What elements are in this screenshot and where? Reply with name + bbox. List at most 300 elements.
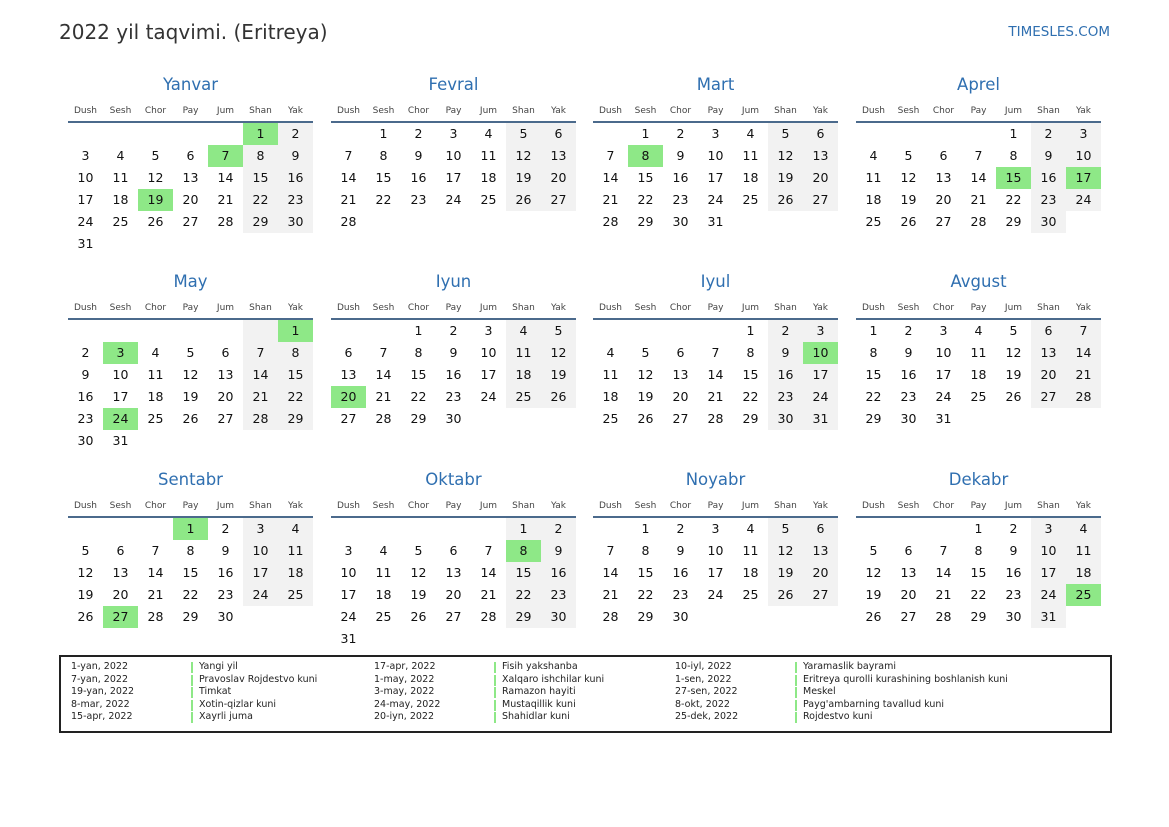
day-cell[interactable]: 13 (550, 148, 567, 163)
day-cell[interactable]: 2 (449, 323, 458, 338)
day-cell[interactable]: 4 (606, 345, 615, 360)
day-cell[interactable]: 5 (869, 543, 878, 558)
day-cell[interactable]: 18 (287, 565, 304, 580)
day-cell[interactable]: 1 (173, 518, 208, 540)
day-cell[interactable]: 13 (182, 170, 199, 185)
day-cell[interactable]: 16 (77, 389, 94, 404)
day-cell[interactable]: 29 (252, 214, 269, 229)
day-cell[interactable]: 27 (340, 411, 357, 426)
day-cell[interactable]: 22 (252, 192, 269, 207)
day-cell[interactable]: 11 (375, 565, 392, 580)
day-cell[interactable]: 27 (812, 192, 829, 207)
day-cell[interactable]: 5 (1009, 323, 1018, 338)
day-cell[interactable]: 23 (900, 389, 917, 404)
day-cell[interactable]: 12 (147, 170, 164, 185)
day-cell[interactable]: 25 (602, 411, 619, 426)
day-cell[interactable]: 7 (151, 543, 160, 558)
day-cell[interactable]: 25 (970, 389, 987, 404)
day-cell[interactable]: 15 (182, 565, 199, 580)
day-cell[interactable]: 24 (707, 192, 724, 207)
day-cell[interactable]: 29 (515, 609, 532, 624)
day-cell[interactable]: 30 (1040, 214, 1057, 229)
day-cell[interactable]: 26 (182, 411, 199, 426)
day-cell[interactable]: 21 (935, 587, 952, 602)
day-cell[interactable]: 31 (340, 631, 357, 646)
day-cell[interactable]: 12 (900, 170, 917, 185)
day-cell[interactable]: 9 (781, 345, 790, 360)
day-cell[interactable]: 12 (777, 543, 794, 558)
day-cell[interactable]: 20 (182, 192, 199, 207)
day-cell[interactable]: 20 (550, 170, 567, 185)
day-cell[interactable]: 16 (672, 565, 689, 580)
day-cell[interactable]: 2 (554, 521, 563, 536)
day-cell[interactable]: 16 (1040, 170, 1057, 185)
day-cell[interactable]: 3 (256, 521, 265, 536)
day-cell[interactable]: 16 (672, 170, 689, 185)
day-cell[interactable]: 3 (1079, 126, 1088, 141)
day-cell[interactable]: 6 (186, 148, 195, 163)
day-cell[interactable]: 11 (515, 345, 532, 360)
day-cell[interactable]: 18 (742, 170, 759, 185)
day-cell[interactable]: 28 (602, 609, 619, 624)
day-cell[interactable]: 26 (637, 411, 654, 426)
day-cell[interactable]: 6 (676, 345, 685, 360)
day-cell[interactable]: 3 (1044, 521, 1053, 536)
day-cell[interactable]: 16 (900, 367, 917, 382)
day-cell[interactable]: 18 (112, 192, 129, 207)
day-cell[interactable]: 8 (974, 543, 983, 558)
day-cell[interactable]: 31 (112, 433, 129, 448)
day-cell[interactable]: 30 (217, 609, 234, 624)
day-cell[interactable]: 9 (414, 148, 423, 163)
day-cell[interactable]: 23 (1005, 587, 1022, 602)
day-cell[interactable]: 30 (77, 433, 94, 448)
day-cell[interactable]: 14 (1075, 345, 1092, 360)
day-cell[interactable]: 20 (672, 389, 689, 404)
day-cell[interactable]: 1 (641, 126, 650, 141)
day-cell[interactable]: 19 (138, 189, 173, 211)
day-cell[interactable]: 29 (287, 411, 304, 426)
day-cell[interactable]: 2 (676, 521, 685, 536)
day-cell[interactable]: 3 (103, 342, 138, 364)
day-cell[interactable]: 4 (974, 323, 983, 338)
day-cell[interactable]: 8 (506, 540, 541, 562)
day-cell[interactable]: 30 (1005, 609, 1022, 624)
day-cell[interactable]: 30 (672, 214, 689, 229)
day-cell[interactable]: 9 (676, 543, 685, 558)
day-cell[interactable]: 24 (1075, 192, 1092, 207)
day-cell[interactable]: 6 (1044, 323, 1053, 338)
day-cell[interactable]: 9 (221, 543, 230, 558)
day-cell[interactable]: 21 (970, 192, 987, 207)
day-cell[interactable]: 29 (410, 411, 427, 426)
day-cell[interactable]: 29 (1005, 214, 1022, 229)
day-cell[interactable]: 12 (182, 367, 199, 382)
day-cell[interactable]: 9 (81, 367, 90, 382)
day-cell[interactable]: 13 (812, 148, 829, 163)
day-cell[interactable]: 2 (291, 126, 300, 141)
day-cell[interactable]: 12 (637, 367, 654, 382)
day-cell[interactable]: 10 (480, 345, 497, 360)
day-cell[interactable]: 10 (252, 543, 269, 558)
day-cell[interactable]: 30 (900, 411, 917, 426)
day-cell[interactable]: 17 (480, 367, 497, 382)
day-cell[interactable]: 15 (637, 565, 654, 580)
day-cell[interactable]: 13 (935, 170, 952, 185)
day-cell[interactable]: 7 (606, 543, 615, 558)
day-cell[interactable]: 11 (1075, 543, 1092, 558)
day-cell[interactable]: 1 (746, 323, 755, 338)
day-cell[interactable]: 6 (116, 543, 125, 558)
day-cell[interactable]: 4 (116, 148, 125, 163)
day-cell[interactable]: 21 (375, 389, 392, 404)
day-cell[interactable]: 10 (707, 148, 724, 163)
day-cell[interactable]: 2 (676, 126, 685, 141)
day-cell[interactable]: 18 (970, 367, 987, 382)
day-cell[interactable]: 19 (900, 192, 917, 207)
day-cell[interactable]: 1 (278, 320, 313, 342)
day-cell[interactable]: 10 (1075, 148, 1092, 163)
day-cell[interactable]: 3 (939, 323, 948, 338)
day-cell[interactable]: 27 (900, 609, 917, 624)
day-cell[interactable]: 24 (812, 389, 829, 404)
day-cell[interactable]: 23 (1040, 192, 1057, 207)
day-cell[interactable]: 16 (1005, 565, 1022, 580)
day-cell[interactable]: 14 (602, 565, 619, 580)
day-cell[interactable]: 26 (147, 214, 164, 229)
day-cell[interactable]: 4 (379, 543, 388, 558)
day-cell[interactable]: 4 (869, 148, 878, 163)
day-cell[interactable]: 28 (252, 411, 269, 426)
day-cell[interactable]: 9 (904, 345, 913, 360)
day-cell[interactable]: 28 (480, 609, 497, 624)
day-cell[interactable]: 7 (344, 148, 353, 163)
day-cell[interactable]: 21 (1075, 367, 1092, 382)
day-cell[interactable]: 2 (1009, 521, 1018, 536)
day-cell[interactable]: 1 (414, 323, 423, 338)
day-cell[interactable]: 12 (865, 565, 882, 580)
day-cell[interactable]: 17 (77, 192, 94, 207)
day-cell[interactable]: 30 (777, 411, 794, 426)
day-cell[interactable]: 11 (112, 170, 129, 185)
day-cell[interactable]: 2 (904, 323, 913, 338)
day-cell[interactable]: 19 (777, 170, 794, 185)
day-cell[interactable]: 18 (742, 565, 759, 580)
day-cell[interactable]: 25 (112, 214, 129, 229)
day-cell[interactable]: 14 (602, 170, 619, 185)
day-cell[interactable]: 28 (970, 214, 987, 229)
day-cell[interactable]: 13 (900, 565, 917, 580)
day-cell[interactable]: 8 (186, 543, 195, 558)
day-cell[interactable]: 22 (182, 587, 199, 602)
day-cell[interactable]: 10 (445, 148, 462, 163)
day-cell[interactable]: 5 (414, 543, 423, 558)
day-cell[interactable]: 31 (77, 236, 94, 251)
day-cell[interactable]: 14 (707, 367, 724, 382)
day-cell[interactable]: 30 (445, 411, 462, 426)
day-cell[interactable]: 5 (641, 345, 650, 360)
day-cell[interactable]: 2 (781, 323, 790, 338)
day-cell[interactable]: 9 (449, 345, 458, 360)
day-cell[interactable]: 21 (707, 389, 724, 404)
day-cell[interactable]: 31 (812, 411, 829, 426)
day-cell[interactable]: 3 (344, 543, 353, 558)
day-cell[interactable]: 25 (480, 192, 497, 207)
day-cell[interactable]: 26 (515, 192, 532, 207)
day-cell[interactable]: 6 (816, 126, 825, 141)
day-cell[interactable]: 7 (208, 145, 243, 167)
day-cell[interactable]: 13 (217, 367, 234, 382)
day-cell[interactable]: 20 (112, 587, 129, 602)
day-cell[interactable]: 21 (252, 389, 269, 404)
day-cell[interactable]: 10 (340, 565, 357, 580)
day-cell[interactable]: 20 (812, 170, 829, 185)
day-cell[interactable]: 20 (331, 386, 366, 408)
day-cell[interactable]: 21 (340, 192, 357, 207)
day-cell[interactable]: 7 (606, 148, 615, 163)
day-cell[interactable]: 5 (781, 126, 790, 141)
day-cell[interactable]: 26 (777, 192, 794, 207)
day-cell[interactable]: 10 (77, 170, 94, 185)
day-cell[interactable]: 20 (445, 587, 462, 602)
day-cell[interactable]: 27 (550, 192, 567, 207)
day-cell[interactable]: 4 (484, 126, 493, 141)
day-cell[interactable]: 23 (77, 411, 94, 426)
day-cell[interactable]: 14 (217, 170, 234, 185)
day-cell[interactable]: 12 (1005, 345, 1022, 360)
day-cell[interactable]: 8 (414, 345, 423, 360)
day-cell[interactable]: 17 (1040, 565, 1057, 580)
day-cell[interactable]: 6 (939, 148, 948, 163)
day-cell[interactable]: 27 (812, 587, 829, 602)
day-cell[interactable]: 28 (217, 214, 234, 229)
day-cell[interactable]: 15 (515, 565, 532, 580)
day-cell[interactable]: 6 (344, 345, 353, 360)
day-cell[interactable]: 23 (287, 192, 304, 207)
day-cell[interactable]: 8 (869, 345, 878, 360)
day-cell[interactable]: 20 (900, 587, 917, 602)
day-cell[interactable]: 19 (77, 587, 94, 602)
day-cell[interactable]: 14 (252, 367, 269, 382)
day-cell[interactable]: 24 (77, 214, 94, 229)
day-cell[interactable]: 25 (865, 214, 882, 229)
day-cell[interactable]: 2 (414, 126, 423, 141)
day-cell[interactable]: 1 (869, 323, 878, 338)
day-cell[interactable]: 4 (151, 345, 160, 360)
day-cell[interactable]: 12 (77, 565, 94, 580)
day-cell[interactable]: 24 (480, 389, 497, 404)
day-cell[interactable]: 26 (777, 587, 794, 602)
day-cell[interactable]: 16 (550, 565, 567, 580)
day-cell[interactable]: 5 (519, 126, 528, 141)
day-cell[interactable]: 11 (742, 543, 759, 558)
day-cell[interactable]: 7 (939, 543, 948, 558)
day-cell[interactable]: 15 (410, 367, 427, 382)
day-cell[interactable]: 23 (445, 389, 462, 404)
day-cell[interactable]: 7 (711, 345, 720, 360)
day-cell[interactable]: 27 (217, 411, 234, 426)
day-cell[interactable]: 11 (742, 148, 759, 163)
day-cell[interactable]: 28 (375, 411, 392, 426)
day-cell[interactable]: 5 (186, 345, 195, 360)
day-cell[interactable]: 29 (970, 609, 987, 624)
day-cell[interactable]: 29 (742, 411, 759, 426)
day-cell[interactable]: 15 (742, 367, 759, 382)
day-cell[interactable]: 1 (641, 521, 650, 536)
day-cell[interactable]: 13 (340, 367, 357, 382)
day-cell[interactable]: 9 (1009, 543, 1018, 558)
day-cell[interactable]: 22 (1005, 192, 1022, 207)
day-cell[interactable]: 8 (628, 145, 663, 167)
day-cell[interactable]: 25 (742, 192, 759, 207)
day-cell[interactable]: 18 (375, 587, 392, 602)
day-cell[interactable]: 8 (256, 148, 265, 163)
day-cell[interactable]: 5 (151, 148, 160, 163)
day-cell[interactable]: 28 (602, 214, 619, 229)
day-cell[interactable]: 27 (1040, 389, 1057, 404)
day-cell[interactable]: 4 (1079, 521, 1088, 536)
day-cell[interactable]: 7 (256, 345, 265, 360)
day-cell[interactable]: 27 (182, 214, 199, 229)
day-cell[interactable]: 3 (816, 323, 825, 338)
day-cell[interactable]: 28 (340, 214, 357, 229)
day-cell[interactable]: 24 (935, 389, 952, 404)
day-cell[interactable]: 31 (935, 411, 952, 426)
day-cell[interactable]: 28 (707, 411, 724, 426)
day-cell[interactable]: 6 (904, 543, 913, 558)
day-cell[interactable]: 24 (340, 609, 357, 624)
day-cell[interactable]: 3 (449, 126, 458, 141)
day-cell[interactable]: 6 (554, 126, 563, 141)
day-cell[interactable]: 20 (1040, 367, 1057, 382)
day-cell[interactable]: 4 (746, 126, 755, 141)
day-cell[interactable]: 13 (812, 543, 829, 558)
day-cell[interactable]: 17 (445, 170, 462, 185)
day-cell[interactable]: 4 (291, 521, 300, 536)
day-cell[interactable]: 16 (217, 565, 234, 580)
day-cell[interactable]: 19 (777, 565, 794, 580)
day-cell[interactable]: 10 (112, 367, 129, 382)
day-cell[interactable]: 8 (1009, 148, 1018, 163)
day-cell[interactable]: 21 (217, 192, 234, 207)
day-cell[interactable]: 7 (974, 148, 983, 163)
day-cell[interactable]: 24 (707, 587, 724, 602)
day-cell[interactable]: 17 (935, 367, 952, 382)
day-cell[interactable]: 25 (515, 389, 532, 404)
day-cell[interactable]: 1 (974, 521, 983, 536)
day-cell[interactable]: 17 (252, 565, 269, 580)
day-cell[interactable]: 1 (243, 123, 278, 145)
day-cell[interactable]: 24 (103, 408, 138, 430)
day-cell[interactable]: 8 (641, 543, 650, 558)
day-cell[interactable]: 16 (410, 170, 427, 185)
day-cell[interactable]: 16 (777, 367, 794, 382)
day-cell[interactable]: 16 (287, 170, 304, 185)
day-cell[interactable]: 13 (672, 367, 689, 382)
day-cell[interactable]: 14 (480, 565, 497, 580)
day-cell[interactable]: 20 (217, 389, 234, 404)
day-cell[interactable]: 14 (935, 565, 952, 580)
day-cell[interactable]: 26 (550, 389, 567, 404)
day-cell[interactable]: 18 (602, 389, 619, 404)
day-cell[interactable]: 5 (554, 323, 563, 338)
day-cell[interactable]: 22 (865, 389, 882, 404)
day-cell[interactable]: 14 (970, 170, 987, 185)
day-cell[interactable]: 26 (410, 609, 427, 624)
day-cell[interactable]: 19 (550, 367, 567, 382)
day-cell[interactable]: 25 (375, 609, 392, 624)
day-cell[interactable]: 1 (519, 521, 528, 536)
day-cell[interactable]: 26 (77, 609, 94, 624)
day-cell[interactable]: 18 (480, 170, 497, 185)
day-cell[interactable]: 29 (637, 214, 654, 229)
day-cell[interactable]: 29 (865, 411, 882, 426)
day-cell[interactable]: 16 (445, 367, 462, 382)
day-cell[interactable]: 28 (147, 609, 164, 624)
day-cell[interactable]: 15 (375, 170, 392, 185)
day-cell[interactable]: 17 (707, 565, 724, 580)
day-cell[interactable]: 17 (112, 389, 129, 404)
day-cell[interactable]: 15 (287, 367, 304, 382)
day-cell[interactable]: 17 (340, 587, 357, 602)
day-cell[interactable]: 9 (1044, 148, 1053, 163)
day-cell[interactable]: 25 (1066, 584, 1101, 606)
day-cell[interactable]: 27 (103, 606, 138, 628)
day-cell[interactable]: 13 (1040, 345, 1057, 360)
day-cell[interactable]: 22 (637, 587, 654, 602)
day-cell[interactable]: 21 (602, 587, 619, 602)
day-cell[interactable]: 11 (865, 170, 882, 185)
day-cell[interactable]: 4 (519, 323, 528, 338)
day-cell[interactable]: 9 (554, 543, 563, 558)
day-cell[interactable]: 27 (672, 411, 689, 426)
day-cell[interactable]: 5 (904, 148, 913, 163)
day-cell[interactable]: 23 (672, 587, 689, 602)
day-cell[interactable]: 30 (550, 609, 567, 624)
day-cell[interactable]: 25 (287, 587, 304, 602)
day-cell[interactable]: 31 (1040, 609, 1057, 624)
day-cell[interactable]: 10 (803, 342, 838, 364)
day-cell[interactable]: 11 (602, 367, 619, 382)
day-cell[interactable]: 23 (217, 587, 234, 602)
day-cell[interactable]: 19 (1005, 367, 1022, 382)
day-cell[interactable]: 15 (996, 167, 1031, 189)
day-cell[interactable]: 3 (81, 148, 90, 163)
day-cell[interactable]: 18 (1075, 565, 1092, 580)
day-cell[interactable]: 26 (865, 609, 882, 624)
day-cell[interactable]: 18 (865, 192, 882, 207)
day-cell[interactable]: 18 (147, 389, 164, 404)
day-cell[interactable]: 26 (900, 214, 917, 229)
day-cell[interactable]: 30 (287, 214, 304, 229)
day-cell[interactable]: 15 (252, 170, 269, 185)
day-cell[interactable]: 3 (711, 126, 720, 141)
day-cell[interactable]: 5 (81, 543, 90, 558)
day-cell[interactable]: 26 (1005, 389, 1022, 404)
day-cell[interactable]: 21 (602, 192, 619, 207)
day-cell[interactable]: 18 (515, 367, 532, 382)
day-cell[interactable]: 12 (777, 148, 794, 163)
day-cell[interactable]: 1 (379, 126, 388, 141)
day-cell[interactable]: 10 (1040, 543, 1057, 558)
day-cell[interactable]: 19 (515, 170, 532, 185)
day-cell[interactable]: 7 (484, 543, 493, 558)
day-cell[interactable]: 9 (291, 148, 300, 163)
day-cell[interactable]: 8 (291, 345, 300, 360)
day-cell[interactable]: 19 (637, 389, 654, 404)
day-cell[interactable]: 15 (637, 170, 654, 185)
day-cell[interactable]: 23 (550, 587, 567, 602)
